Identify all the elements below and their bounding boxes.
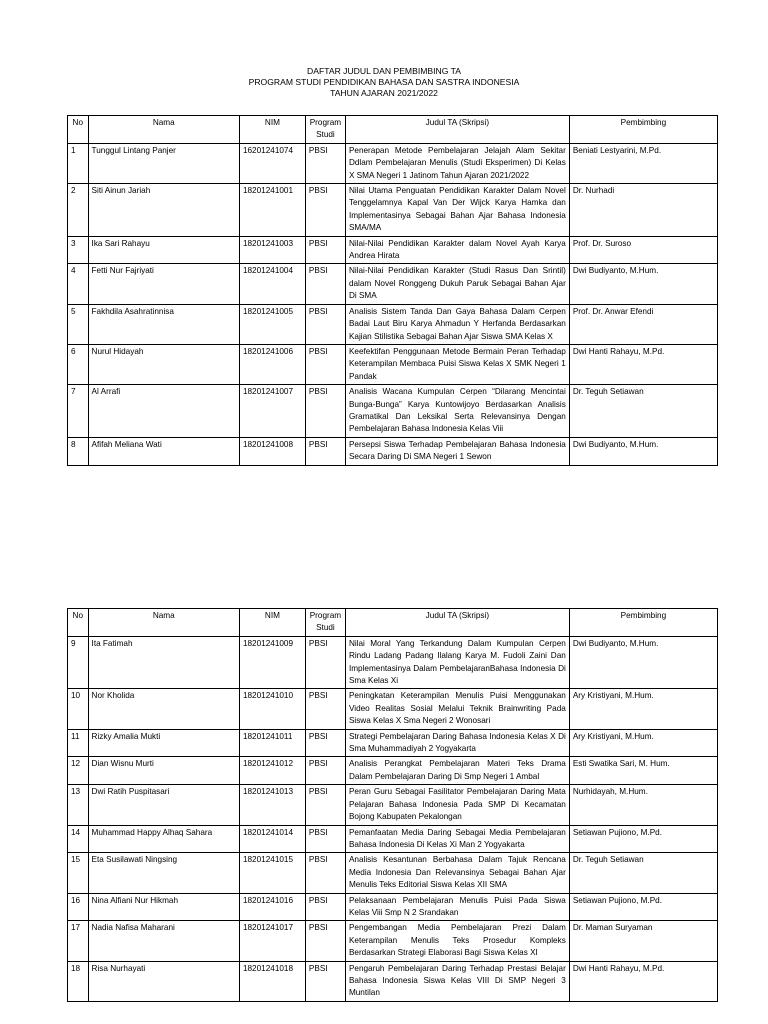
cell-no: 13 xyxy=(68,785,89,825)
col-header-judul: Judul TA (Skripsi) xyxy=(345,116,569,144)
table-row xyxy=(68,636,718,689)
cell-nim: 18201241012 xyxy=(239,757,305,785)
table-row xyxy=(68,184,718,237)
cell-program: PBSI xyxy=(305,184,345,237)
cell-program: PBSI xyxy=(305,344,345,384)
cell-pembimbing: Dr. Teguh Setiawan xyxy=(569,853,717,893)
cell-program: PBSI xyxy=(305,437,345,465)
cell-judul: Nilai-Nilai Pendidikan Karakter dalam Novel Ayah Karya Andrea Hirata xyxy=(345,236,569,264)
cell-program: PBSI xyxy=(305,785,345,825)
table-row xyxy=(68,757,718,785)
table-row xyxy=(68,437,718,465)
cell-program: PBSI xyxy=(305,689,345,729)
cell-nim: 18201241008 xyxy=(239,437,305,465)
cell-judul: Analisis Sistem Tanda Dan Gaya Bahasa Dalam Cerpen Badai Laut Biru Karya Ahmadun Y Herfanda Berdasarkan Kajian Stilistika Sebagai Bahan Ajar Siswa SMA Kelas X xyxy=(345,304,569,344)
cell-pembimbing: Dwi Hanti Rahayu, M.Pd. xyxy=(569,344,717,384)
table-row xyxy=(68,853,718,893)
cell-no: 6 xyxy=(68,344,89,384)
cell-nama: Risa Nurhayati xyxy=(88,961,239,1001)
col-header-judul: Judul TA (Skripsi) xyxy=(345,609,569,637)
cell-judul: Nilai Utama Penguatan Pendidikan Karakter Dalam Novel Tenggelamnya Kapal Van Der Wijck Karya Hamka dan Implementasinya Sebagai Bahan Ajar Bahasa Indonesia SMA/MA xyxy=(345,184,569,237)
cell-nama: Nadia Nafisa Maharani xyxy=(88,921,239,961)
col-header-nim: NIM xyxy=(239,116,305,144)
cell-no: 18 xyxy=(68,961,89,1001)
cell-pembimbing: Setiawan Pujiono, M.Pd. xyxy=(569,893,717,921)
cell-no: 5 xyxy=(68,304,89,344)
cell-pembimbing: Dr. Teguh Setiawan xyxy=(569,385,717,438)
col-header-pembimbing: Pembimbing xyxy=(569,609,717,637)
cell-no: 15 xyxy=(68,853,89,893)
document-title: DAFTAR JUDUL DAN PEMBIMBING TA xyxy=(307,66,461,76)
table-row xyxy=(68,689,718,729)
cell-nama: Eta Susilawati Ningsing xyxy=(88,853,239,893)
cell-program: PBSI xyxy=(305,236,345,264)
cell-nama: Siti Ainun Jariah xyxy=(88,184,239,237)
cell-nama: Dian Wisnu Murti xyxy=(88,757,239,785)
cell-nim: 18201241007 xyxy=(239,385,305,438)
cell-pembimbing: Beniati Lestyarini, M.Pd. xyxy=(569,143,717,183)
document-header xyxy=(0,66,768,100)
study-program-title: PROGRAM STUDI PENDIDIKAN BAHASA DAN SASTRA INDONESIA xyxy=(248,77,520,88)
cell-pembimbing: Dwi Budiyanto, M.Hum. xyxy=(569,636,717,689)
cell-nama: Muhammad Happy Alhaq Sahara xyxy=(88,825,239,853)
cell-nama: Nor Kholida xyxy=(88,689,239,729)
cell-pembimbing: Dwi Budiyanto, M.Hum. xyxy=(569,437,717,465)
cell-judul: Pelaksanaan Pembelajaran Menulis Puisi Pada Siswa Kelas Viii Smp N 2 Srandakan xyxy=(345,893,569,921)
cell-judul: Keefektifan Penggunaan Metode Bermain Peran Terhadap Keterampilan Membaca Puisi Siswa Kelas X SMK Negeri 1 Pandak xyxy=(345,344,569,384)
cell-program: PBSI xyxy=(305,893,345,921)
cell-judul: Penerapan Metode Pembelajaran Jelajah Alam Sekitar Ddlam Pembelajaran Menulis (Studi Eksperimen) Di Kelas X SMA Negeri 1 Jatinom Tahun Ajaran 2021/2022 xyxy=(345,143,569,183)
table-row xyxy=(68,143,718,183)
cell-pembimbing: Nurhidayah, M.Hum. xyxy=(569,785,717,825)
cell-program: PBSI xyxy=(305,853,345,893)
table-row xyxy=(68,385,718,438)
cell-pembimbing: Esti Swatika Sari, M. Hum. xyxy=(569,757,717,785)
cell-program: PBSI xyxy=(305,729,345,757)
table-row xyxy=(68,825,718,853)
cell-nim: 18201241001 xyxy=(239,184,305,237)
cell-program: PBSI xyxy=(305,636,345,689)
cell-program: PBSI xyxy=(305,757,345,785)
cell-nim: 18201241004 xyxy=(239,264,305,304)
cell-pembimbing: Dwi Hanti Rahayu, M.Pd. xyxy=(569,961,717,1001)
cell-nim: 18201241014 xyxy=(239,825,305,853)
cell-nim: 16201241074 xyxy=(239,143,305,183)
cell-no: 1 xyxy=(68,143,89,183)
table-row xyxy=(68,729,718,757)
cell-nama: Ika Sari Rahayu xyxy=(88,236,239,264)
table-row xyxy=(68,344,718,384)
cell-program: PBSI xyxy=(305,825,345,853)
col-header-program: Program Studi xyxy=(305,609,345,637)
cell-nim: 18201241011 xyxy=(239,729,305,757)
cell-no: 9 xyxy=(68,636,89,689)
cell-program: PBSI xyxy=(305,385,345,438)
cell-no: 11 xyxy=(68,729,89,757)
table-row xyxy=(68,264,718,304)
thesis-table-2 xyxy=(67,608,718,1002)
cell-nama: Ita Fatimah xyxy=(88,636,239,689)
table-row xyxy=(68,961,718,1001)
cell-no: 10 xyxy=(68,689,89,729)
cell-nama: Fakhdila Asahratinnisa xyxy=(88,304,239,344)
cell-pembimbing: Prof. Dr. Suroso xyxy=(569,236,717,264)
cell-no: 4 xyxy=(68,264,89,304)
table-row xyxy=(68,304,718,344)
col-header-nama: Nama xyxy=(88,609,239,637)
cell-pembimbing: Dr. Maman Suryaman xyxy=(569,921,717,961)
cell-nim: 18201241013 xyxy=(239,785,305,825)
cell-nim: 18201241006 xyxy=(239,344,305,384)
cell-judul: Pemanfaatan Media Daring Sebagai Media Pembelajaran Bahasa Indonesia Di Kelas Xi Man 2 Yogyakarta xyxy=(345,825,569,853)
cell-pembimbing: Dr. Nurhadi xyxy=(569,184,717,237)
cell-program: PBSI xyxy=(305,264,345,304)
cell-nim: 18201241017 xyxy=(239,921,305,961)
cell-program: PBSI xyxy=(305,304,345,344)
cell-judul: Nilai-Nilai Pendidikan Karakter (Studi Rasus Dan Srintil) dalam Novel Ronggeng Dukuh Paruk Sebagai Bahan Ajar Di SMA xyxy=(345,264,569,304)
cell-nama: Nina Alfiani Nur Hikmah xyxy=(88,893,239,921)
cell-program: PBSI xyxy=(305,921,345,961)
cell-nama: Afifah Meliana Wati xyxy=(88,437,239,465)
col-header-no: No xyxy=(68,609,89,637)
table-header-row xyxy=(68,116,718,144)
cell-judul: Pengembangan Media Pembelajaran Prezi Dalam Keterampilan Menulis Teks Prosedur Kompleks Berdasarkan Strategi Elaborasi Bagi Siswa Kelas XI xyxy=(345,921,569,961)
cell-pembimbing: Ary Kristiyani, M.Hum. xyxy=(569,729,717,757)
cell-nim: 18201241015 xyxy=(239,853,305,893)
cell-no: 2 xyxy=(68,184,89,237)
cell-nim: 18201241005 xyxy=(239,304,305,344)
cell-judul: Peran Guru Sebagai Fasilitator Pembelajaran Daring Mata Pelajaran Bahasa Indonesia Pada SMP Di Kecamatan Bojong Kabupaten Pekalongan xyxy=(345,785,569,825)
cell-nim: 18201241009 xyxy=(239,636,305,689)
cell-judul: Pengaruh Pembelajaran Daring Terhadap Prestasi Belajar Bahasa Indonesia Siswa Kelas VIII Di SMP Negeri 3 Muntilan xyxy=(345,961,569,1001)
cell-judul: Analisis Wacana Kumpulan Cerpen “Dilarang Mencintai Bunga-Bunga” Karya Kuntowijoyo Berdasarkan Analisis Gramatikal Dan Leksikal Serta Relevansinya Dengan Pembelajaran Bahasa Indonesia Kelas Viii xyxy=(345,385,569,438)
cell-judul: Strategi Pembelajaran Daring Bahasa Indonesia Kelas X Di Sma Muhammadiyah 2 Yogyakarta xyxy=(345,729,569,757)
cell-no: 12 xyxy=(68,757,89,785)
cell-no: 16 xyxy=(68,893,89,921)
cell-nama: Fetti Nur Fajriyati xyxy=(88,264,239,304)
col-header-nama: Nama xyxy=(88,116,239,144)
cell-judul: Analisis Perangkat Pembelajaran Materi Teks Drama Dalam Pembelajaran Daring Di Smp Negeri 1 Ambal xyxy=(345,757,569,785)
cell-nama: Al Arrafi xyxy=(88,385,239,438)
cell-no: 3 xyxy=(68,236,89,264)
table-row xyxy=(68,921,718,961)
table-row xyxy=(68,236,718,264)
cell-judul: Peningkatan Keterampilan Menulis Puisi Menggunakan Video Realitas Sosial Melalui Teknik Brainwriting Pada Siswa Kelas X Sma Negeri 2 Wonosari xyxy=(345,689,569,729)
col-header-pembimbing: Pembimbing xyxy=(569,116,717,144)
cell-no: 8 xyxy=(68,437,89,465)
col-header-nim: NIM xyxy=(239,609,305,637)
cell-nama: Nurul Hidayah xyxy=(88,344,239,384)
cell-judul: Nilai Moral Yang Terkandung Dalam Kumpulan Cerpen Rindu Ladang Padang Ilalang Karya M. Fudoli Zaini Dan Implementasinya Dalam PembelajaranBahasa Indonesia Di Sma Kelas Xi xyxy=(345,636,569,689)
cell-pembimbing: Ary Kristiyani, M.Hum. xyxy=(569,689,717,729)
cell-pembimbing: Setiawan Pujiono, M.Pd. xyxy=(569,825,717,853)
cell-judul: Persepsi Siswa Terhadap Pembelajaran Bahasa Indonesia Secara Daring Di SMA Negeri 1 Sewon xyxy=(345,437,569,465)
cell-program: PBSI xyxy=(305,961,345,1001)
cell-nama: Dwi Ratih Puspitasari xyxy=(88,785,239,825)
cell-no: 14 xyxy=(68,825,89,853)
cell-nim: 18201241018 xyxy=(239,961,305,1001)
cell-nama: Rizky Amalia Mukti xyxy=(88,729,239,757)
academic-year: TAHUN AJARAN 2021/2022 xyxy=(330,88,438,99)
col-header-program: Program Studi xyxy=(305,116,345,144)
table-header-row xyxy=(68,609,718,637)
cell-no: 7 xyxy=(68,385,89,438)
cell-pembimbing: Dwi Budiyanto, M.Hum. xyxy=(569,264,717,304)
cell-judul: Analisis Kesantunan Berbahasa Dalam Tajuk Rencana Media Indonesia Dan Relevansinya Sebagai Bahan Ajar Menulis Teks Editorial Siswa Kelas XII SMA xyxy=(345,853,569,893)
cell-nim: 18201241010 xyxy=(239,689,305,729)
cell-nim: 18201241003 xyxy=(239,236,305,264)
thesis-table-1 xyxy=(67,115,718,466)
cell-pembimbing: Prof. Dr. Anwar Efendi xyxy=(569,304,717,344)
table-row xyxy=(68,893,718,921)
cell-nama: Tunggul Lintang Panjer xyxy=(88,143,239,183)
col-header-no: No xyxy=(68,116,89,144)
cell-program: PBSI xyxy=(305,143,345,183)
cell-nim: 18201241016 xyxy=(239,893,305,921)
cell-no: 17 xyxy=(68,921,89,961)
table-row xyxy=(68,785,718,825)
